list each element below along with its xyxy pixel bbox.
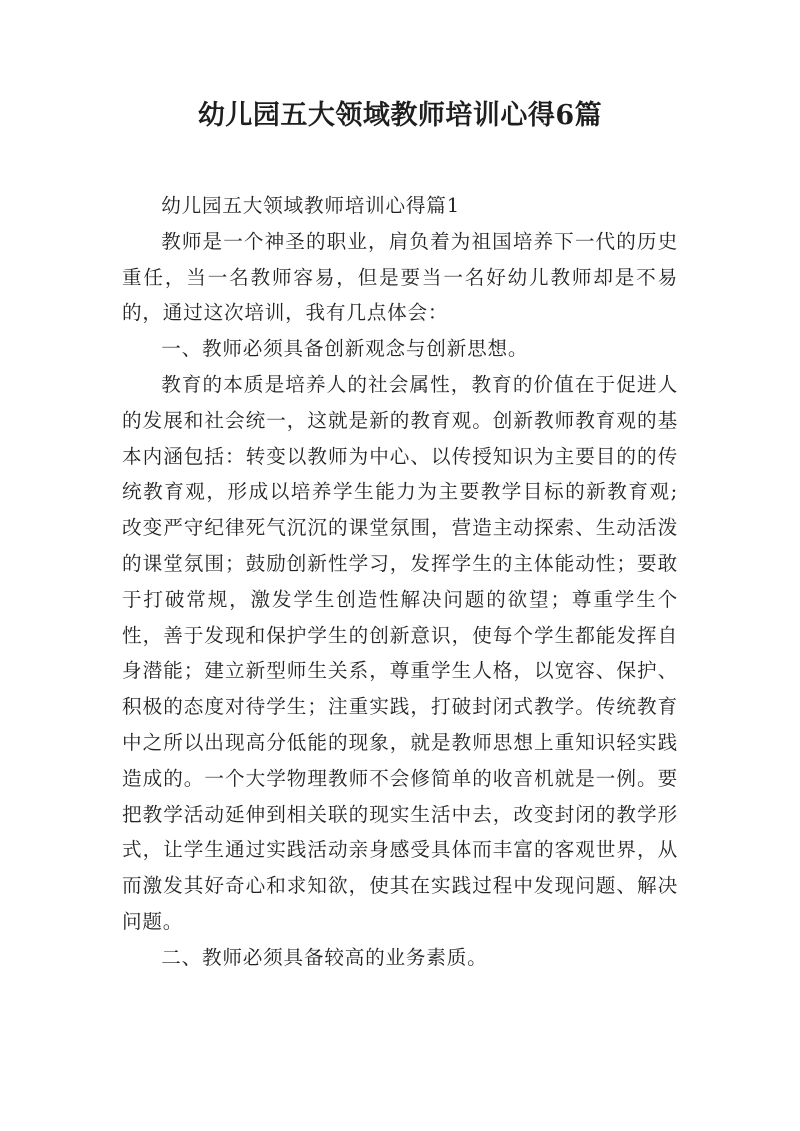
section-heading-2: 二、教师必须具备较高的业务素质。 — [161, 945, 488, 969]
section-heading-1: 一、教师必须具备创新观念与创新思想。 — [161, 337, 529, 361]
section-subtitle: 幼儿园五大领域教师培训心得篇1 — [161, 194, 460, 217]
paragraph-intro: 教师是一个神圣的职业，肩负着为祖国培养下一代的历史重任，当一名教师容易，但是要当一名好幼儿教师却是不易的，通过这次培训，我有几点体会： — [122, 229, 678, 325]
document-title: 幼儿园五大领域教师培训心得6篇 — [197, 100, 603, 131]
paragraph-innovation: 教育的本质是培养人的社会属性，教育的价值在于促进人的发展和社会统一，这就是新的教育观。创新教师教育观的基本内涵包括：转变以教师为中心、以传授知识为主要目的的传统教育观，形成以培养学生能力为主要教学目标的新教育观;改变严守纪律死气沉沉的课堂氛围，营造主动探索、生动活泼的课堂氛围；鼓励创新性学习，发挥学生的主体能动性；要敢于打破常规，激发学生创造性解决问题的欲望；尊重学生个性，善于发现和保护学生的创新意识，使每个学生都能发挥自身潜能；建立新型师生关系，尊重学生人格，以宽容、保护、积极的态度对待学生；注重实践，打破封闭式教学。传统教育中之所以出现高分低能的现象，就是教师思想上重知识轻实践造成的。一个大学物理教师不会修简单的收音机就是一例。要把教学活动延伸到相关联的现实生活中去，改变封闭的教学形式，让学生通过实践活动亲身感受具体而丰富的客观世界，从而激发其好奇心和求知欲，使其在实践过程中发现问题、解决问题。 — [122, 372, 678, 933]
document-body — [122, 188, 678, 976]
